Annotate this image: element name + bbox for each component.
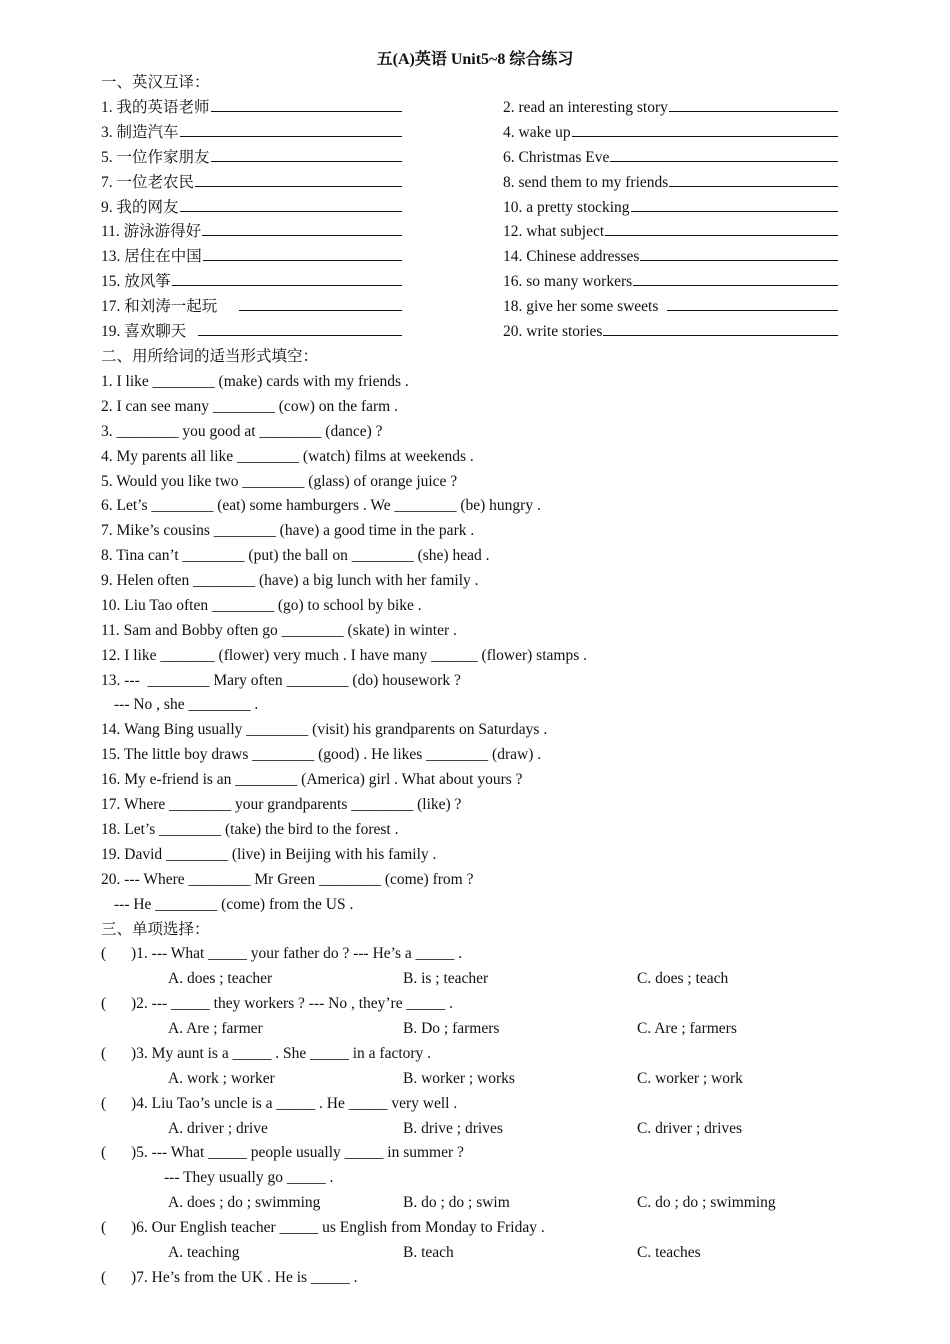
option-b: B. teach <box>403 1244 454 1261</box>
fill-blank-item: 15. The little boy draws ________ (good) . He likes ________ (draw) . <box>101 746 542 763</box>
fill-blank-item: 1. I like ________ (make) cards with my friends . <box>101 373 409 390</box>
answer-line[interactable] <box>669 96 838 112</box>
question-text: )1. --- What _____ your father do ? --- He’s a _____ . <box>131 945 463 962</box>
fill-blank-item: 6. Let’s ________ (eat) some hamburgers . We ________ (be) hungry . <box>101 497 541 514</box>
translation-row <box>0 245 950 269</box>
choice-question <box>101 1042 431 1066</box>
fill-blank-item: 10. Liu Tao often ________ (go) to school by bike . <box>101 597 422 614</box>
translation-row <box>0 196 950 220</box>
answer-line[interactable] <box>203 245 402 261</box>
translation-item: 6. Christmas Eve <box>503 149 610 166</box>
translation-item: 18. give her some sweets <box>503 298 663 315</box>
translation-item: 7. 一位老农民 <box>101 174 195 191</box>
answer-line[interactable] <box>640 245 838 261</box>
option-c: C. do ; do ; swimming <box>637 1194 776 1211</box>
choice-question <box>101 1141 464 1165</box>
answer-line[interactable] <box>603 320 838 336</box>
section1-heading: 一、英汉互译： <box>101 74 210 91</box>
answer-paren[interactable]: ( <box>101 1045 107 1062</box>
choice-question <box>101 992 453 1016</box>
answer-line[interactable] <box>195 171 402 187</box>
translation-row <box>0 220 950 244</box>
choice-question <box>101 1266 357 1290</box>
option-a: A. does ; do ; swimming <box>168 1194 321 1211</box>
fill-blank-item: 14. Wang Bing usually ________ (visit) his grandparents on Saturdays . <box>101 721 548 738</box>
fill-blank-item: 18. Let’s ________ (take) the bird to the forest . <box>101 821 399 838</box>
answer-paren[interactable]: ( <box>101 1269 107 1286</box>
answer-line[interactable] <box>180 121 402 137</box>
question-text: )4. Liu Tao’s uncle is a _____ . He _____ very well . <box>131 1095 458 1112</box>
fill-blank-item: 2. I can see many ________ (cow) on the farm . <box>101 398 398 415</box>
option-a: A. driver ; drive <box>168 1120 268 1137</box>
fill-blank-item: 3. ________ you good at ________ (dance) ? <box>101 423 383 440</box>
translation-item: 20. write stories <box>503 323 603 340</box>
option-b: B. is ; teacher <box>403 970 489 987</box>
answer-line[interactable] <box>631 196 838 212</box>
section2-heading: 二、用所给词的适当形式填空： <box>101 348 319 365</box>
page-title: 五(A)英语 Unit5~8 综合练习 <box>376 51 574 68</box>
question-text: )6. Our English teacher _____ us English from Monday to Friday . <box>131 1219 545 1236</box>
fill-blank-item: 20. --- Where ________ Mr Green ________ (come) from ? <box>101 871 474 888</box>
answer-paren[interactable]: ( <box>101 1219 107 1236</box>
translation-item: 15. 放风筝 <box>101 273 171 290</box>
translation-item: 2. read an interesting story <box>503 99 668 116</box>
option-b: B. do ; do ; swim <box>403 1194 510 1211</box>
translation-row <box>0 146 950 170</box>
translation-row <box>0 171 950 195</box>
option-a: A. Are ; farmer <box>168 1020 263 1037</box>
option-b: B. drive ; drives <box>403 1120 503 1137</box>
translation-row <box>0 270 950 294</box>
translation-item: 14. Chinese addresses <box>503 248 640 265</box>
fill-blank-item-continued: --- He ________ (come) from the US . <box>114 896 354 913</box>
answer-line[interactable] <box>239 295 402 311</box>
translation-row <box>0 121 950 145</box>
translation-item: 4. wake up <box>503 124 571 141</box>
answer-paren[interactable]: ( <box>101 1095 107 1112</box>
option-c: C. teaches <box>637 1244 701 1261</box>
answer-line[interactable] <box>605 220 838 236</box>
option-c: C. driver ; drives <box>637 1120 743 1137</box>
answer-line[interactable] <box>180 196 402 212</box>
choice-question <box>101 942 462 966</box>
translation-item: 13. 居住在中国 <box>101 248 202 265</box>
translation-item: 5. 一位作家朋友 <box>101 149 210 166</box>
option-b: B. Do ; farmers <box>403 1020 500 1037</box>
answer-line[interactable] <box>211 146 402 162</box>
translation-item: 19. 喜欢聊天 <box>101 323 191 340</box>
answer-paren[interactable]: ( <box>101 945 107 962</box>
translation-item: 1. 我的英语老师 <box>101 99 210 116</box>
translation-item: 16. so many workers <box>503 273 633 290</box>
fill-blank-item: 13. --- ________ Mary often ________ (do) housework ? <box>101 672 461 689</box>
translation-row <box>0 320 950 344</box>
answer-paren[interactable]: ( <box>101 995 107 1012</box>
fill-blank-item: 19. David ________ (live) in Beijing with his family . <box>101 846 437 863</box>
fill-blank-item: 11. Sam and Bobby often go ________ (skate) in winter . <box>101 622 457 639</box>
question-text: )2. --- _____ they workers ? --- No , they’re _____ . <box>131 995 453 1012</box>
fill-blank-item: 5. Would you like two ________ (glass) of orange juice ? <box>101 473 458 490</box>
question-subline: --- They usually go _____ . <box>164 1169 334 1186</box>
choice-question <box>101 1216 545 1240</box>
option-c: C. Are ; farmers <box>637 1020 737 1037</box>
fill-blank-item: 4. My parents all like ________ (watch) films at weekends . <box>101 448 474 465</box>
fill-blank-item: 16. My e-friend is an ________ (America) girl . What about yours ? <box>101 771 523 788</box>
question-text: )7. He’s from the UK . He is _____ . <box>131 1269 358 1286</box>
question-text: )5. --- What _____ people usually _____ in summer ? <box>131 1144 464 1161</box>
option-b: B. worker ; works <box>403 1070 515 1087</box>
answer-paren[interactable]: ( <box>101 1144 107 1161</box>
answer-line[interactable] <box>202 220 402 236</box>
translation-item: 12. what subject <box>503 223 605 240</box>
question-text: )3. My aunt is a _____ . She _____ in a factory . <box>131 1045 432 1062</box>
fill-blank-item: 8. Tina can’t ________ (put) the ball on ________ (she) head . <box>101 547 490 564</box>
translation-item: 8. send them to my friends <box>503 174 669 191</box>
fill-blank-item-continued: --- No , she ________ . <box>114 696 259 713</box>
answer-line[interactable] <box>669 171 838 187</box>
answer-line[interactable] <box>610 146 838 162</box>
translation-row <box>0 295 950 319</box>
fill-blank-item: 17. Where ________ your grandparents ________ (like) ? <box>101 796 462 813</box>
fill-blank-item: 9. Helen often ________ (have) a big lunch with her family . <box>101 572 479 589</box>
section3-heading: 三、单项选择： <box>101 921 210 938</box>
option-a: A. teaching <box>168 1244 240 1261</box>
answer-line[interactable] <box>172 270 402 286</box>
fill-blank-item: 12. I like _______ (flower) very much . I have many ______ (flower) stamps . <box>101 647 587 664</box>
translation-item: 9. 我的网友 <box>101 199 179 216</box>
translation-item: 10. a pretty stocking <box>503 199 630 216</box>
answer-line[interactable] <box>667 295 838 311</box>
answer-line[interactable] <box>198 320 402 336</box>
option-a: A. does ; teacher <box>168 970 273 987</box>
answer-line[interactable] <box>633 270 838 286</box>
fill-blank-item: 7. Mike’s cousins ________ (have) a good time in the park . <box>101 522 475 539</box>
answer-line[interactable] <box>211 96 402 112</box>
translation-item: 11. 游泳游得好 <box>101 223 202 240</box>
choice-question <box>101 1092 457 1116</box>
answer-line[interactable] <box>572 121 838 137</box>
translation-item: 3. 制造汽车 <box>101 124 179 141</box>
translation-item: 17. 和刘涛一起玩 <box>101 298 222 315</box>
option-a: A. work ; worker <box>168 1070 275 1087</box>
option-c: C. worker ; work <box>637 1070 743 1087</box>
translation-row <box>0 96 950 120</box>
option-c: C. does ; teach <box>637 970 729 987</box>
